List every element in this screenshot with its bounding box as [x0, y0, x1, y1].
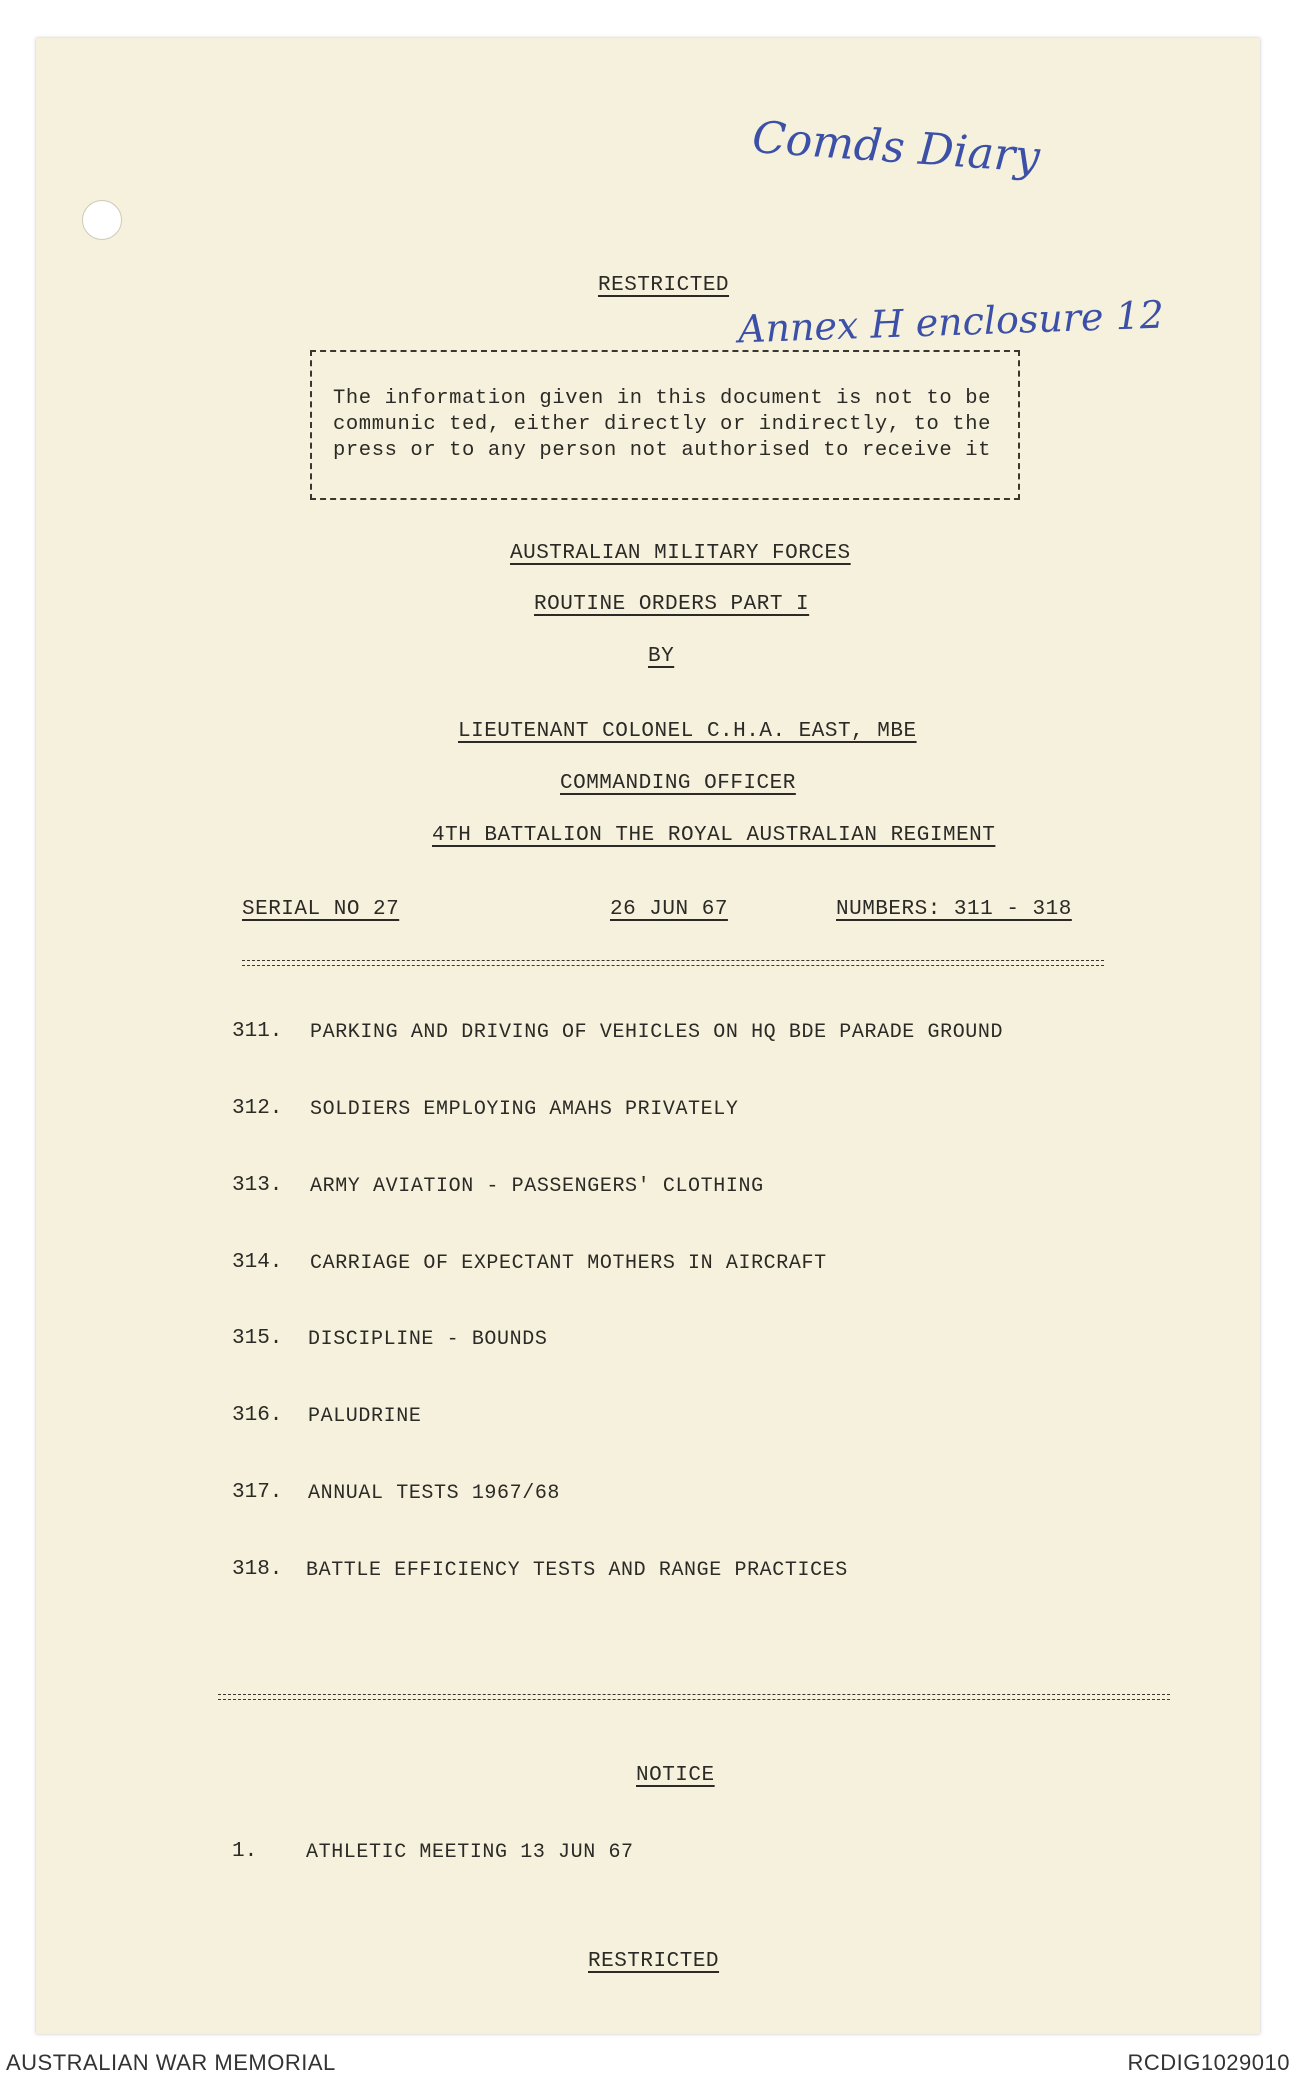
- order-numbers: NUMBERS: 311 - 318: [836, 898, 1072, 921]
- item-title: PARKING AND DRIVING OF VEHICLES ON HQ BDE PARADE GROUND: [310, 1021, 1004, 1044]
- item-number: 317.: [232, 1481, 283, 1504]
- item-title: DISCIPLINE - BOUNDS: [308, 1328, 548, 1351]
- caveat-line-1: The information given in this document is not to be: [333, 387, 992, 410]
- heading-by: BY: [648, 645, 675, 668]
- heading-unit: 4TH BATTALION THE ROYAL AUSTRALIAN REGIMENT: [432, 824, 996, 847]
- archive-id: RCDIG1029010: [1127, 2050, 1290, 2075]
- caveat-line-3: press or to any person not authorised to receive it: [333, 439, 992, 462]
- item-title: BATTLE EFFICIENCY TESTS AND RANGE PRACTICES: [306, 1559, 848, 1582]
- archive-credit: AUSTRALIAN WAR MEMORIAL: [6, 2050, 336, 2075]
- item-number: 314.: [232, 1251, 283, 1274]
- separator-top: [242, 960, 1104, 966]
- item-number: 312.: [232, 1097, 283, 1120]
- item-title: PALUDRINE: [308, 1405, 422, 1428]
- heading-forces: AUSTRALIAN MILITARY FORCES: [510, 542, 851, 565]
- item-number: 315.: [232, 1327, 283, 1350]
- item-number: 311.: [232, 1020, 283, 1043]
- caveat-text: [333, 386, 991, 464]
- heading-commanding-officer: COMMANDING OFFICER: [560, 772, 796, 795]
- heading-commander-name: LIEUTENANT COLONEL C.H.A. EAST, MBE: [458, 720, 917, 743]
- caveat-line-2: communic ted, either directly or indirectly, to the: [333, 413, 992, 436]
- item-number: 316.: [232, 1404, 283, 1427]
- notice-heading: NOTICE: [636, 1764, 715, 1787]
- order-date: 26 JUN 67: [610, 898, 728, 921]
- notice-number: 1.: [232, 1840, 258, 1863]
- notice-item: ATHLETIC MEETING 13 JUN 67: [306, 1841, 634, 1864]
- punch-hole: [82, 200, 122, 240]
- handwritten-note-annex: Annex H enclosure 12: [737, 292, 1165, 352]
- handwritten-note-comds-diary: Comds Diary: [750, 112, 1042, 183]
- classification-bottom: RESTRICTED: [588, 1950, 720, 1973]
- classification-top: RESTRICTED: [598, 274, 730, 297]
- item-title: ANNUAL TESTS 1967/68: [308, 1482, 561, 1505]
- separator-bottom: [218, 1694, 1170, 1700]
- heading-routine-orders: ROUTINE ORDERS PART I: [534, 593, 810, 616]
- item-title: SOLDIERS EMPLOYING AMAHS PRIVATELY: [310, 1098, 739, 1121]
- item-number: 318.: [232, 1558, 283, 1581]
- serial-number: SERIAL NO 27: [242, 898, 400, 921]
- item-title: CARRIAGE OF EXPECTANT MOTHERS IN AIRCRAFT: [310, 1252, 827, 1275]
- item-number: 313.: [232, 1174, 283, 1197]
- item-title: ARMY AVIATION - PASSENGERS' CLOTHING: [310, 1175, 764, 1198]
